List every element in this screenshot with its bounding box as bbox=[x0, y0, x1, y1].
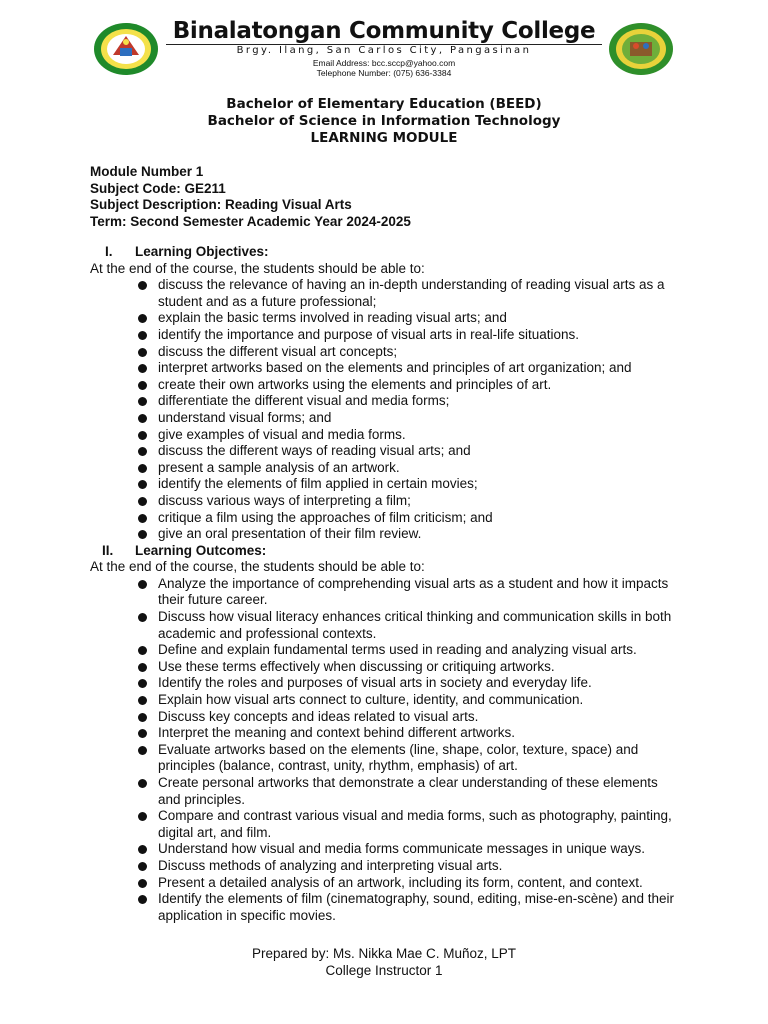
module-info bbox=[90, 164, 690, 230]
bullet-icon bbox=[138, 729, 147, 738]
outcome-text: Identify the elements of film (cinematography, sound, editing, mise-en-scène) and their application in specific movies. bbox=[158, 891, 675, 923]
outcome-item bbox=[158, 609, 690, 642]
outcome-item bbox=[158, 742, 690, 775]
outcome-text: Create personal artworks that demonstrate a clear understanding of these elements and principles. bbox=[158, 775, 658, 807]
bullet-icon bbox=[138, 812, 147, 821]
objective-item bbox=[158, 427, 690, 444]
outcomes-title: Learning Outcomes: bbox=[135, 542, 267, 558]
outcome-text: Evaluate artworks based on the elements (line, shape, color, texture, space) and principles (balance, contrast, unity, rhythm, emphasis) of art. bbox=[158, 741, 639, 774]
college-address: Brgy. Ilang, San Carlos City, Pangasinan bbox=[236, 45, 532, 56]
objective-text: differentiate the different visual and media forms; bbox=[158, 393, 450, 409]
college-phone: Telephone Number: (075) 636-3384 bbox=[316, 68, 452, 78]
outcome-item bbox=[158, 875, 690, 892]
objective-item bbox=[158, 443, 690, 460]
bullet-icon bbox=[138, 314, 147, 323]
objective-text: critique a film using the approaches of film criticism; and bbox=[158, 509, 493, 525]
college-name: Binalatongan Community College bbox=[172, 18, 596, 44]
outcome-text: Define and explain fundamental terms used in reading and analyzing visual arts. bbox=[158, 642, 637, 658]
bullet-icon bbox=[138, 779, 147, 788]
objective-item bbox=[158, 360, 690, 377]
outcome-text: Understand how visual and media forms communicate messages in unique ways. bbox=[158, 841, 645, 857]
objective-item bbox=[158, 327, 690, 344]
bullet-icon bbox=[138, 663, 147, 672]
module-content bbox=[90, 244, 690, 924]
outcome-text: Use these terms effectively when discussing or critiquing artworks. bbox=[158, 658, 555, 674]
bullet-icon bbox=[138, 447, 147, 456]
college-email: Email Address: bcc.sccp@yahoo.com bbox=[312, 58, 456, 68]
bullet-icon bbox=[138, 580, 147, 589]
outcomes-numeral: II. bbox=[102, 542, 114, 558]
objectives-heading bbox=[90, 244, 690, 261]
term: Term: Second Semester Academic Year 2024-2025 bbox=[90, 213, 411, 229]
outcome-text: Discuss key concepts and ideas related to visual arts. bbox=[158, 708, 479, 724]
instructor-position: College Instructor 1 bbox=[325, 962, 443, 978]
bullet-icon bbox=[138, 845, 147, 854]
outcome-item bbox=[158, 709, 690, 726]
bullet-icon bbox=[138, 862, 147, 871]
objectives-numeral: I. bbox=[105, 244, 113, 259]
outcome-text: Interpret the meaning and context behind different artworks. bbox=[158, 725, 515, 741]
objective-text: give an oral presentation of their film review. bbox=[158, 526, 422, 542]
bullet-icon bbox=[138, 514, 147, 523]
bullet-icon bbox=[138, 879, 147, 888]
outcomes-heading bbox=[90, 543, 690, 560]
objective-text: understand visual forms; and bbox=[158, 409, 332, 425]
outcome-text: Discuss methods of analyzing and interpreting visual arts. bbox=[158, 857, 503, 873]
objective-item bbox=[158, 344, 690, 361]
bullet-icon bbox=[138, 713, 147, 722]
objective-item bbox=[158, 410, 690, 427]
bullet-icon bbox=[138, 414, 147, 423]
outcome-item bbox=[158, 659, 690, 676]
bullet-icon bbox=[138, 746, 147, 755]
objective-text: discuss the relevance of having an in-depth understanding of reading visual arts as a student and as a future professional; bbox=[158, 277, 665, 309]
objective-text: discuss various ways of interpreting a film; bbox=[158, 492, 411, 508]
outcomes-list bbox=[90, 576, 690, 924]
objective-item bbox=[158, 510, 690, 527]
objectives-intro: At the end of the course, the students should be able to: bbox=[90, 260, 425, 276]
department-seal-logo bbox=[608, 22, 674, 76]
bullet-icon bbox=[138, 464, 147, 473]
outcome-text: Compare and contrast various visual and media forms, such as photography, painting, digital art, and film. bbox=[158, 808, 672, 840]
prepared-by-block bbox=[0, 946, 768, 979]
program-title-bsit: Bachelor of Science in Information Technology bbox=[207, 113, 561, 129]
bullet-icon bbox=[138, 679, 147, 688]
subject-code: Subject Code: GE211 bbox=[90, 180, 226, 196]
objective-text: present a sample analysis of an artwork. bbox=[158, 459, 400, 475]
outcome-item bbox=[158, 675, 690, 692]
bullet-icon bbox=[138, 397, 147, 406]
letterhead bbox=[0, 0, 768, 90]
program-titles bbox=[0, 96, 768, 147]
bullet-icon bbox=[138, 381, 147, 390]
objective-item bbox=[158, 277, 690, 310]
objective-item bbox=[158, 476, 690, 493]
module-number: Module Number 1 bbox=[90, 164, 204, 179]
objective-item bbox=[158, 493, 690, 510]
outcome-text: Analyze the importance of comprehending visual arts as a student and how it impacts their future career. bbox=[158, 575, 669, 608]
bullet-icon bbox=[138, 331, 147, 340]
bullet-icon bbox=[138, 480, 147, 489]
outcome-text: Explain how visual arts connect to culture, identity, and communication. bbox=[158, 692, 584, 708]
outcome-item bbox=[158, 692, 690, 709]
objective-item bbox=[158, 460, 690, 477]
objective-text: discuss the different ways of reading visual arts; and bbox=[158, 443, 471, 459]
outcome-item bbox=[158, 891, 690, 924]
objective-item bbox=[158, 310, 690, 327]
objective-item bbox=[158, 393, 690, 410]
outcome-text: Present a detailed analysis of an artwork, including its form, content, and context. bbox=[158, 874, 643, 890]
subject-description: Subject Description: Reading Visual Arts bbox=[90, 197, 352, 212]
outcome-text: Identify the roles and purposes of visual arts in society and everyday life. bbox=[158, 675, 592, 691]
objective-text: identify the elements of film applied in certain movies; bbox=[158, 476, 478, 492]
outcomes-intro: At the end of the course, the students should be able to: bbox=[90, 559, 425, 575]
objectives-title: Learning Objectives: bbox=[135, 244, 269, 259]
bullet-icon bbox=[138, 348, 147, 357]
objective-text: give examples of visual and media forms. bbox=[158, 426, 406, 442]
outcome-item bbox=[158, 841, 690, 858]
program-title-beed: Bachelor of Elementary Education (BEED) bbox=[226, 96, 542, 112]
college-seal-logo bbox=[93, 22, 159, 76]
bullet-icon bbox=[138, 364, 147, 373]
objective-item bbox=[158, 377, 690, 394]
objective-text: explain the basic terms involved in reading visual arts; and bbox=[158, 310, 507, 326]
outcome-item bbox=[158, 775, 690, 808]
prepared-by: Prepared by: Ms. Nikka Mae C. Muñoz, LPT bbox=[251, 946, 517, 961]
outcome-item bbox=[158, 642, 690, 659]
objective-item bbox=[158, 526, 690, 543]
outcome-item bbox=[158, 576, 690, 609]
bullet-icon bbox=[138, 431, 147, 440]
bullet-icon bbox=[138, 530, 147, 539]
outcome-item bbox=[158, 808, 690, 841]
objective-text: create their own artworks using the elements and principles of art. bbox=[158, 376, 552, 392]
bullet-icon bbox=[138, 281, 147, 290]
bullet-icon bbox=[138, 895, 147, 904]
module-label: LEARNING MODULE bbox=[310, 130, 458, 146]
bullet-icon bbox=[138, 696, 147, 705]
objective-text: discuss the different visual art concepts; bbox=[158, 343, 398, 359]
bullet-icon bbox=[138, 646, 147, 655]
objective-text: identify the importance and purpose of visual arts in real-life situations. bbox=[158, 326, 579, 342]
outcome-text: Discuss how visual literacy enhances critical thinking and communication skills in both academic and professional contexts. bbox=[158, 609, 672, 641]
objectives-list bbox=[90, 277, 690, 543]
bullet-icon bbox=[138, 613, 147, 622]
bullet-icon bbox=[138, 497, 147, 506]
outcome-item bbox=[158, 858, 690, 875]
outcome-item bbox=[158, 725, 690, 742]
objective-text: interpret artworks based on the elements and principles of art organization; and bbox=[158, 360, 632, 376]
